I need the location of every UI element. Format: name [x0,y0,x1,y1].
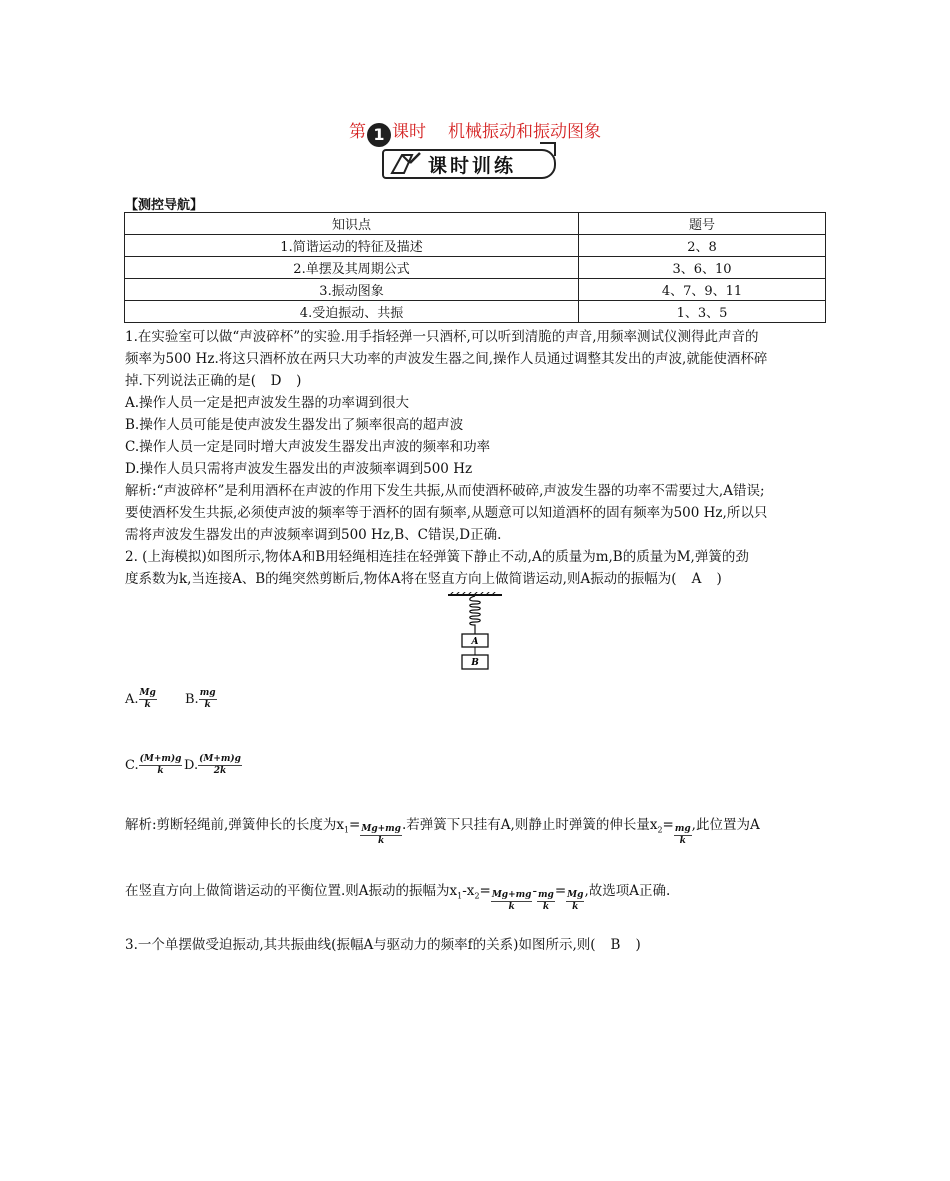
question-text: 掉.下列说法正确的是( D ) [125,370,830,392]
question-text: 度系数为k,当连接A、B的绳突然剪断后,物体A将在竖直方向上做简谐运动,则A振动的振幅为( A ) [125,568,830,590]
answer-letter: A [691,571,702,587]
analysis-line: 需将声波发生器发出的声波频率调到500 Hz,B、C错误,D正确. [125,527,502,543]
option-a: A. $\frac{Mg}{k}$ [125,688,156,710]
fraction: $\frac{Mg+mg}{k}$ [361,824,401,846]
question-text: 2. (上海模拟)如图所示,物体A和B用轻绳相连挂在轻弹簧下静止不动,A的质量为m,B的质量为M,弹簧的劲 [125,549,749,565]
title-suffix: 课时 [392,122,426,142]
fraction: $\frac{mg}{k}$ [199,688,216,710]
block-a-label: A [471,637,479,647]
banner-label: 课时训练 [428,155,517,177]
option-c: C. $\frac{(M+m)g}{k}$ [125,754,182,776]
analysis-line: 要使酒杯发生共振,必须使声波的频率等于酒杯的固有频率,从题意可以知道酒杯的固有频率为500 Hz,所以只 [125,505,768,521]
fraction: $\frac{Mg}{k}$ [567,890,584,912]
title-prefix: 第 [349,122,366,142]
option-d: D. $\frac{(M+m)g}{2k}$ [184,754,241,776]
question-text: 频率为500 Hz.将这只酒杯放在两只大功率的声波发生器之间,操作人员通过调整其发出的声波,就能使酒杯碎 [125,351,768,367]
column-header-numbers: 题号 [579,213,826,235]
pencil-icon [390,151,424,175]
table-cell-numbers: 1、3、5 [579,301,826,323]
table-cell-numbers: 3、6、10 [579,257,826,279]
spring-figure [440,592,510,674]
question-1 [125,326,830,546]
option-b: B. $\frac{mg}{k}$ [185,688,216,710]
table-row [125,235,826,257]
option-d: D.操作人员只需将声波发生器发出的声波频率调到500 Hz [125,461,473,477]
table-cell-topic: 3.振动图象 [125,279,579,301]
question-text: 1.在实验室可以做“声波碎杯”的实验.用手指轻弹一只酒杯,可以听到清脆的声音,用频率测试仪测得此声音的 [125,329,759,345]
nav-heading: 【测控导航】 [125,198,204,213]
fraction: $\frac{mg}{k}$ [674,824,691,846]
question-2 [125,546,830,590]
spring [470,596,481,634]
table-cell-numbers: 2、8 [579,235,826,257]
table-header-row [125,213,826,235]
fraction: $\frac{(M+m)g}{k}$ [139,754,182,776]
table-cell-topic: 1.简谐运动的特征及描述 [125,235,579,257]
lesson-number-badge: 1 [367,123,391,147]
table-row [125,301,826,323]
fraction: $\frac{Mg+mg}{k}$ [491,890,532,912]
option-a: A.操作人员一定是把声波发生器的功率调到很大 [125,395,410,411]
section-banner [380,148,562,178]
answer-letter: B [610,937,621,953]
block-b-label: B [471,658,479,668]
table-cell-numbers: 4、7、9、11 [579,279,826,301]
question-3: 3.一个单摆做受迫振动,其共振曲线(振幅A与驱动力的频率f的关系)如图所示,则( B ) [125,934,830,956]
page-title [0,117,950,147]
analysis-line: 在竖直方向上做简谐运动的平衡位置.则A振动的振幅为$x_1-x_2=$ $\frac{Mg+mg}{k}$ - $\frac{mg}{k}$ = $\frac{Mg}{k}$ ,故选项A正确. [125,883,671,912]
analysis-line: 解析:“声波碎杯”是利用酒杯在声波的作用下发生共振,从而使酒杯破碎,声波发生器的功率不需要过大,A错误; [125,483,765,499]
table-cell-topic: 2.单摆及其周期公式 [125,257,579,279]
fraction: $\frac{Mg}{k}$ [139,688,156,710]
fraction: $\frac{mg}{k}$ [538,890,554,912]
table-row [125,279,826,301]
option-b: B.操作人员可能是使声波发生器发出了频率很高的超声波 [125,417,464,433]
title-topic: 机械振动和振动图象 [448,122,601,142]
column-header-topic: 知识点 [125,213,579,235]
answer-letter: D [270,373,282,389]
table-cell-topic: 4.受迫振动、共振 [125,301,579,323]
option-c: C.操作人员一定是同时增大声波发生器发出声波的频率和功率 [125,439,491,455]
table-row [125,257,826,279]
knowledge-table [124,212,826,323]
fraction: $\frac{(M+m)g}{2k}$ [199,754,241,776]
analysis-line: 解析:剪断轻绳前,弹簧伸长的长度为$x_1=$ $\frac{Mg+mg}{k}$ .若弹簧下只挂有A,则静止时弹簧的伸长量$x_2=$ $\frac{mg}{k}$ ,此位置为A [125,817,760,846]
